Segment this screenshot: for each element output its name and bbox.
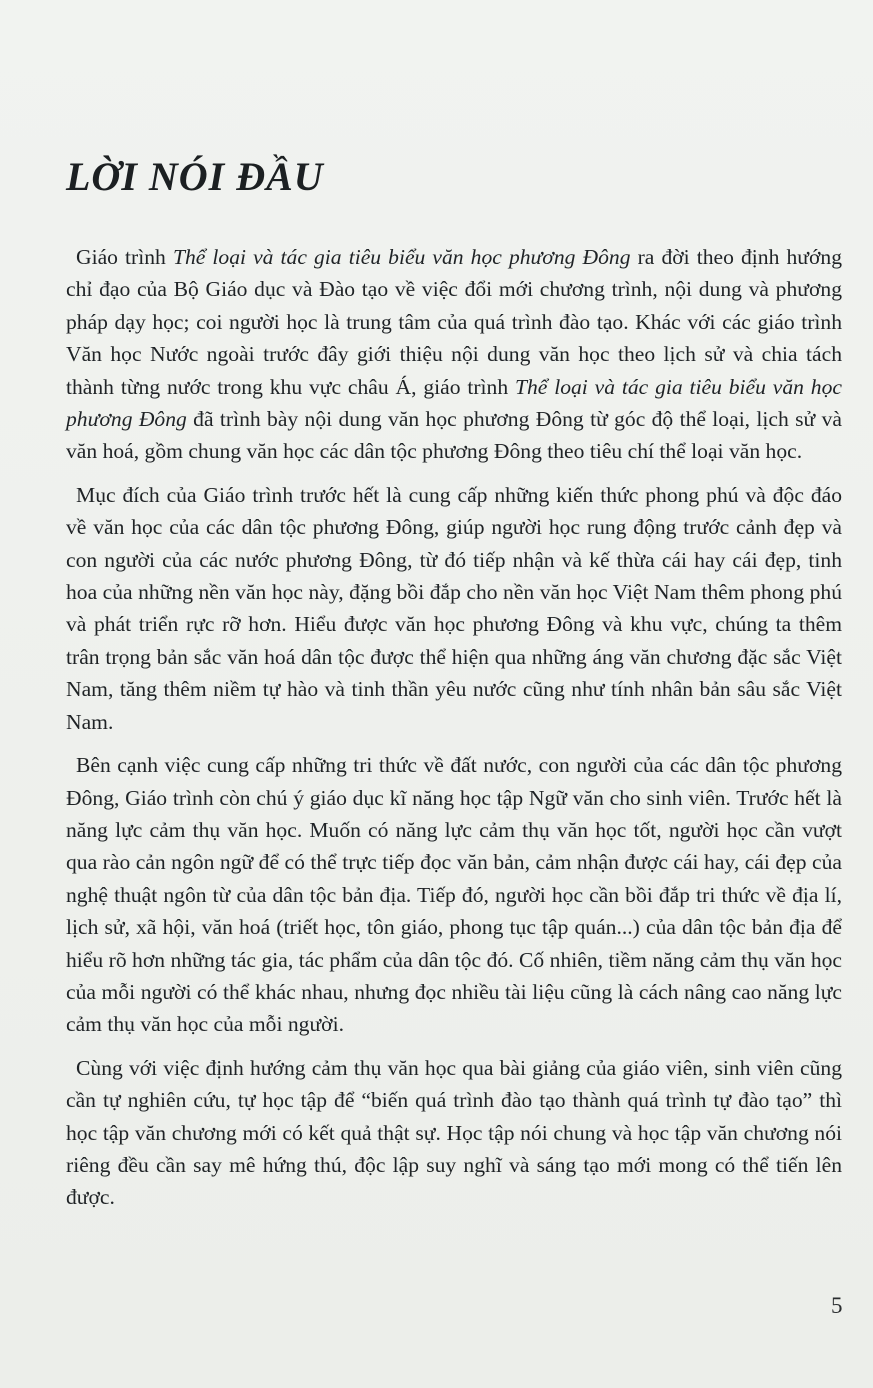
paragraph-1-part-1: Giáo trình	[76, 245, 173, 269]
paragraph-1-part-3: ra đời theo định hướng chỉ đạo của Bộ Giáo dục và Đào tạo về việc đổi mới chương trình, nội dung và phương pháp dạy học; coi người học là trung tâm của quá trình đào tạo. Khác với các giáo trình Văn học Nước ngoài trước đây giới thiệu nội dung văn học theo lịch sử và chia tách thành từng nước trong khu vực châu Á, giáo trình	[66, 245, 842, 399]
page-heading: LỜI NÓI ĐẦU	[66, 154, 324, 199]
preface-body	[66, 241, 842, 1225]
paragraph-1-part-5: đã trình bày nội dung văn học phương Đông từ góc độ thể loại, lịch sử và văn hoá, gồm chung văn học các dân tộc phương Đông theo tiêu chí thể loại văn học.	[66, 407, 842, 464]
paragraph-2: Mục đích của Giáo trình trước hết là cung cấp những kiến thức phong phú và độc đáo về văn học của các dân tộc phương Đông, giúp người học rung động trước cảnh đẹp và con người của các nước phương Đông, từ đó tiếp nhận và kế thừa cái hay cái đẹp, tinh hoa của những nền văn học này, đặng bồi đắp cho nền văn học Việt Nam thêm phong phú và phát triển rực rỡ hơn. Hiểu được văn học phương Đông và khu vực, chúng ta thêm trân trọng bản sắc văn hoá dân tộc được thể hiện qua những áng văn chương đặc sắc Việt Nam, tăng thêm niềm tự hào và tinh thần yêu nước cũng như tính nhân bản sâu sắc Việt Nam.	[66, 482, 842, 734]
paragraph-4: Cùng với việc định hướng cảm thụ văn học qua bài giảng của giáo viên, sinh viên cũng cần tự nghiên cứu, tự học tập để “biến quá trình đào tạo thành quá trình tự đào tạo” thì học tập văn chương mới có kết quả thật sự. Học tập nói chung và học tập văn chương nói riêng đều cần say mê hứng thú, độc lập suy nghĩ và sáng tạo mới mong có thể tiến lên được.	[66, 1055, 842, 1210]
paragraph-3: Bên cạnh việc cung cấp những tri thức về đất nước, con người của các dân tộc phương Đông, Giáo trình còn chú ý giáo dục kĩ năng học tập Ngữ văn cho sinh viên. Trước hết là năng lực cảm thụ văn học. Muốn có năng lực cảm thụ văn học tốt, người học cần vượt qua rào cản ngôn ngữ để có thể trực tiếp đọc văn bản, cảm nhận được cái hay, cái đẹp của nghệ thuật ngôn từ của dân tộc bản địa. Tiếp đó, người học cần bồi đắp tri thức về địa lí, lịch sử, xã hội, văn hoá (triết học, tôn giáo, phong tục tập quán...) của dân tộc bản địa để hiểu rõ hơn những tác gia, tác phẩm của dân tộc đó. Cố nhiên, tiềm năng cảm thụ văn học của mỗi người có thể khác nhau, nhưng đọc nhiều tài liệu cũng là cách nâng cao năng lực cảm thụ văn học của mỗi người.	[66, 753, 842, 1037]
page-number: 5	[831, 1293, 843, 1318]
book-title-italic: Thể loại và tác gia tiêu biểu văn học phương Đông	[66, 374, 842, 432]
paragraph-1	[66, 241, 842, 468]
book-title-italic: Thể loại và tác gia tiêu biểu văn học phương Đông	[172, 245, 631, 269]
